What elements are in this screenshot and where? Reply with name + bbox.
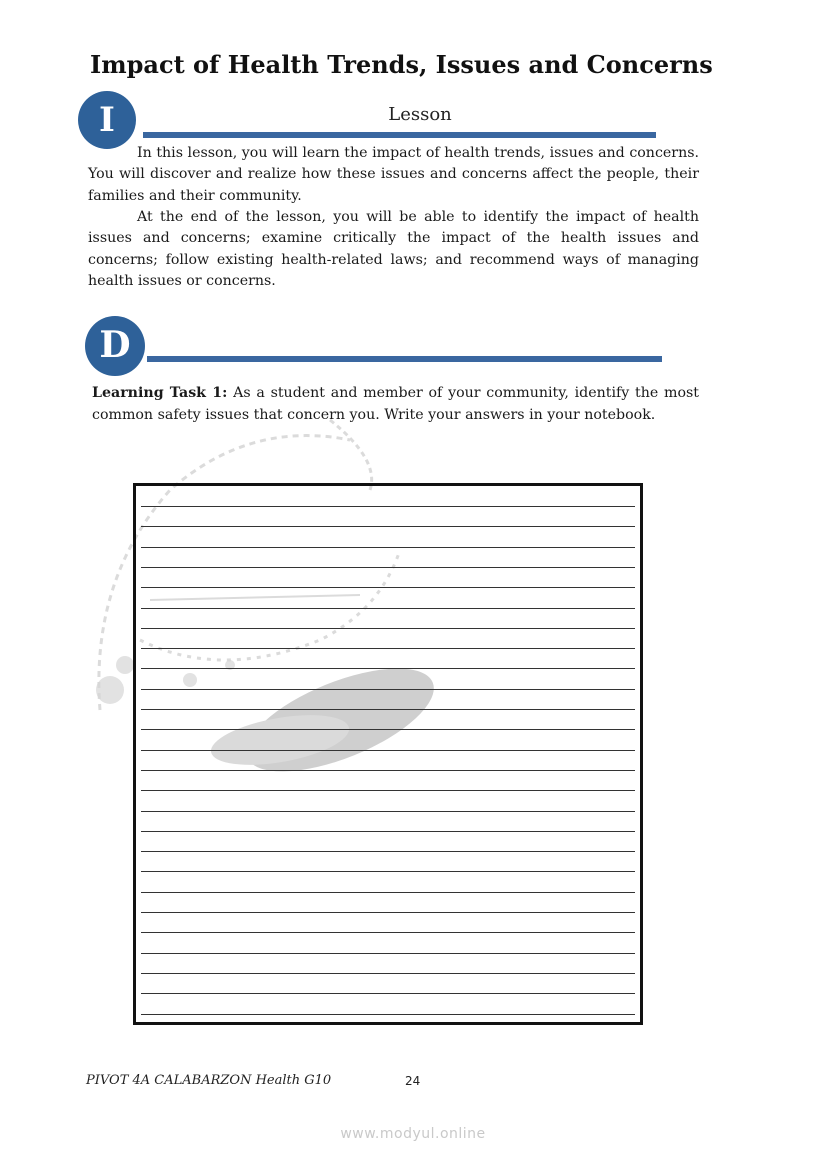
answer-line [141, 506, 635, 507]
section-i-badge: I [78, 91, 136, 149]
answer-line [141, 1014, 635, 1015]
answer-line [141, 790, 635, 791]
answer-line [141, 851, 635, 852]
section-i-label: Lesson [388, 104, 452, 125]
answer-line [141, 648, 635, 649]
learning-task-1 [92, 383, 699, 427]
answer-line [141, 973, 635, 974]
answer-line [141, 547, 635, 548]
section-d-badge: D [85, 316, 145, 376]
answer-box[interactable] [133, 483, 643, 1025]
answer-line [141, 871, 635, 872]
answer-line [141, 668, 635, 669]
learning-task-text: As a student and member of your community, identify the most common safety issues that concern you. Write your answers in your notebook. [92, 385, 699, 423]
page-title: Impact of Health Trends, Issues and Concerns [90, 50, 713, 79]
answer-line [141, 993, 635, 994]
answer-line [141, 689, 635, 690]
answer-line [141, 953, 635, 954]
learning-task-label: Learning Task 1: [92, 385, 228, 401]
answer-line [141, 709, 635, 710]
section-i-rule [143, 132, 656, 138]
section-d-rule [147, 356, 662, 362]
watermark: www.modyul.online [340, 1126, 486, 1142]
answer-line [141, 912, 635, 913]
lesson-paragraph-2: At the end of the lesson, you will be able to identify the impact of health issues and concerns; examine critically the impact of the health issues and concerns; follow existing health-related laws; and recommend ways of managing health issues or concerns. [88, 209, 699, 289]
answer-line [141, 567, 635, 568]
page-number: 24 [405, 1074, 421, 1088]
answer-line [141, 587, 635, 588]
answer-line [141, 831, 635, 832]
answer-line [141, 750, 635, 751]
answer-line [141, 608, 635, 609]
answer-line [141, 932, 635, 933]
answer-line [141, 729, 635, 730]
lesson-paragraph-1: In this lesson, you will learn the impact of health trends, issues and concerns. You will discover and realize how these issues and concerns affect the people, their families and their community. [88, 145, 699, 204]
answer-line [141, 811, 635, 812]
footer-source: PIVOT 4A CALABARZON Health G10 [86, 1073, 332, 1088]
answer-line [141, 892, 635, 893]
answer-line [141, 628, 635, 629]
answer-line [141, 770, 635, 771]
answer-line [141, 526, 635, 527]
